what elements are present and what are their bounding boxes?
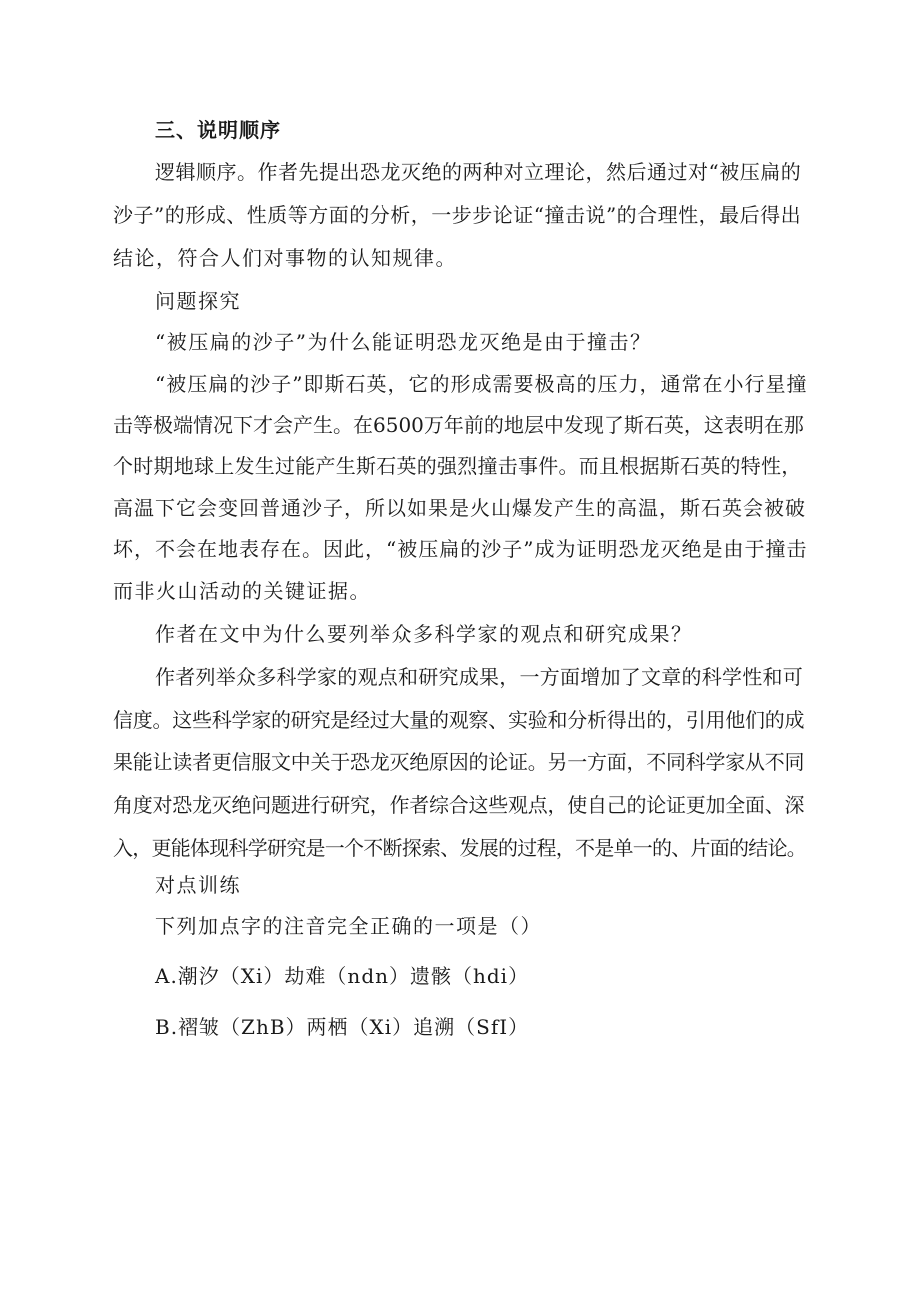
practice-heading: 对点训练 [155,873,241,897]
option-b: B.褶皱（ZhB）两栖（Xi）追溯（SfI） [155,1015,530,1039]
answer-1-line-3: 个时期地球上发生过能产生斯石英的强烈撞击事件。而且根据斯石英的特性， [113,454,802,478]
answer-2-line-3: 果能让读者更信服文中关于恐龙灭绝原因的论证。另一方面，不同科学家从不同 [113,750,805,774]
answer-1-line-2: 击等极端情况下才会产生。在6500万年前的地层中发现了斯石英，这表明在那 [113,413,804,437]
section-paragraph-line-2: 沙子”的形成、性质等方面的分析，一步步论证“撞击说”的合理性，最后得出 [113,203,802,227]
answer-2-line-5: 入，更能体现科学研究是一个不断探索、发展的过程，不是单一的、片面的结论。 [113,836,806,860]
answer-1-line-5: 坏，不会在地表存在。因此，“被压扁的沙子”成为证明恐龙灭绝是由于撞击 [113,537,808,561]
answer-2-line-2: 信度。这些科学家的研究是经过大量的观察、实验和分析得出的，引用他们的成 [113,708,805,732]
practice-question: 下列加点字的注音完全正确的一项是（） [155,914,542,938]
answer-1-line-6: 而非火山活动的关键证据。 [113,579,371,603]
answer-1-line-4: 高温下它会变回普通沙子，所以如果是火山爆发产生的高温，斯石英会被破 [113,496,806,520]
option-a: A.潮汐（Xi）劫难（ndn）遗骸（hdi） [155,964,530,988]
answer-2-line-4: 角度对恐龙灭绝问题进行研究，作者综合这些观点，使自己的论证更加全面、深 [113,793,805,817]
inquiry-heading: 问题探究 [155,289,241,313]
question-2: 作者在文中为什么要列举众多科学家的观点和研究成果？ [155,622,693,646]
section-paragraph-line-1: 逻辑顺序。作者先提出恐龙灭绝的两种对立理论，然后通过对“被压扁的 [155,160,802,184]
answer-1-line-1: “被压扁的沙子”即斯石英，它的形成需要极高的压力，通常在小行星撞 [155,372,808,396]
section-paragraph-line-3: 结论，符合人们对事物的认知规律。 [113,246,457,270]
question-1: “被压扁的沙子”为什么能证明恐龙灭绝是由于撞击？ [155,330,652,354]
section-heading: 三、说明顺序 [155,118,281,142]
answer-2-line-1: 作者列举众多科学家的观点和研究成果，一方面增加了文章的科学性和可 [155,665,803,689]
